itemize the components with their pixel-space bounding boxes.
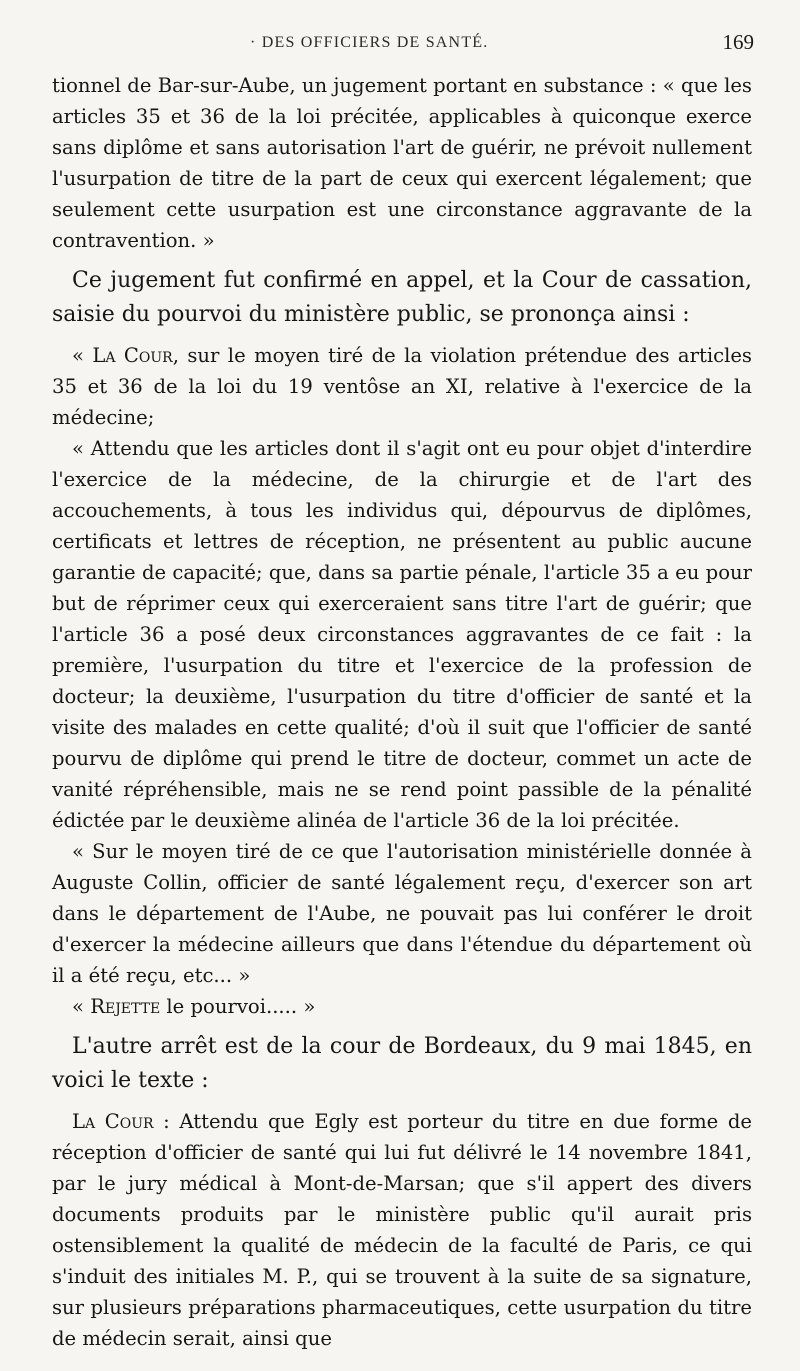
- paragraph-6-text: le pourvoi..... »: [160, 995, 316, 1018]
- page-body: [52, 70, 752, 1354]
- running-header: · DES OFFICIERS DE SANTÉ.: [250, 34, 489, 51]
- paragraph-3: [52, 340, 752, 433]
- paragraph-5: « Sur le moyen tiré de ce que l'autorisation ministérielle donnée à Auguste Collin, officier de santé légalement reçu, d'exercer son art dans le département de l'Aube, ne pouvait pas lui conférer le droit d'exercer la médecine ailleurs que dans l'étendue du département où il a été reçu, etc... »: [52, 840, 752, 987]
- paragraph-7: L'autre arrêt est de la cour de Bordeaux, du 9 mai 1845, en voici le texte :: [52, 1034, 752, 1093]
- paragraph-8-text: : Attendu que Egly est porteur du titre en due forme de réception d'officier de santé qui lui fut délivré le 14 novembre 1841, par le jury médical à Mont-de-Marsan; que s'il appert des divers documents produits par le ministère public qu'il aurait pris ostensiblement la qualité de médecin de la faculté de Paris, ce qui s'induit des initiales M. P., qui se trouvent à la suite de sa signature, sur plusieurs préparations pharmaceutiques, cette usurpation du titre de médecin serait, ainsi que: [52, 1110, 752, 1350]
- paragraph-2: Ce jugement fut confirmé en appel, et la Cour de cassation, saisie du pourvoi du ministère public, se prononça ainsi :: [52, 268, 752, 327]
- paragraph-3-text: , sur le moyen tiré de la violation prétendue des articles 35 et 36 de la loi du 19 ventôse an XI, relative à l'exercice de la médecine;: [52, 344, 752, 429]
- paragraph-6: [52, 991, 752, 1022]
- paragraph-8: [52, 1106, 752, 1354]
- rejette-label: « Rejette: [72, 995, 161, 1018]
- page-number: 169: [722, 30, 754, 54]
- court-label: « La Cour: [72, 344, 173, 367]
- paragraph-4: « Attendu que les articles dont il s'agit ont eu pour objet d'interdire l'exercice de la médecine, de la chirurgie et de l'art des accouchements, à tous les individus qui, dépourvus de diplômes, certificats et lettres de réception, ne présentent au public aucune garantie de capacité; que, dans sa partie pénale, l'article 35 a eu pour but de réprimer ceux qui exerceraient sans titre l'art de guérir; que l'article 36 a posé deux circonstances aggravantes de ce fait : la première, l'usurpation du titre et l'exercice de la profession de docteur; la deuxième, l'usurpation du titre d'officier de santé et la visite des malades en cette qualité; d'où il suit que l'officier de santé pourvu de diplôme qui prend le titre de docteur, commet un acte de vanité répréhensible, mais ne se rend point passible de la pénalité édictée par le deuxième alinéa de l'article 36 de la loi précitée.: [52, 437, 752, 832]
- paragraph-1: tionnel de Bar-sur-Aube, un jugement portant en substance : « que les articles 35 et 36 de la loi précitée, applicables à quiconque exerce sans diplôme et sans autorisation l'art de guérir, ne prévoit nullement l'usurpation de titre de la part de ceux qui exercent légalement; que seulement cette usurpation est une circonstance aggravante de la contravention. »: [52, 74, 752, 252]
- court-label-2: La Cour: [72, 1110, 154, 1133]
